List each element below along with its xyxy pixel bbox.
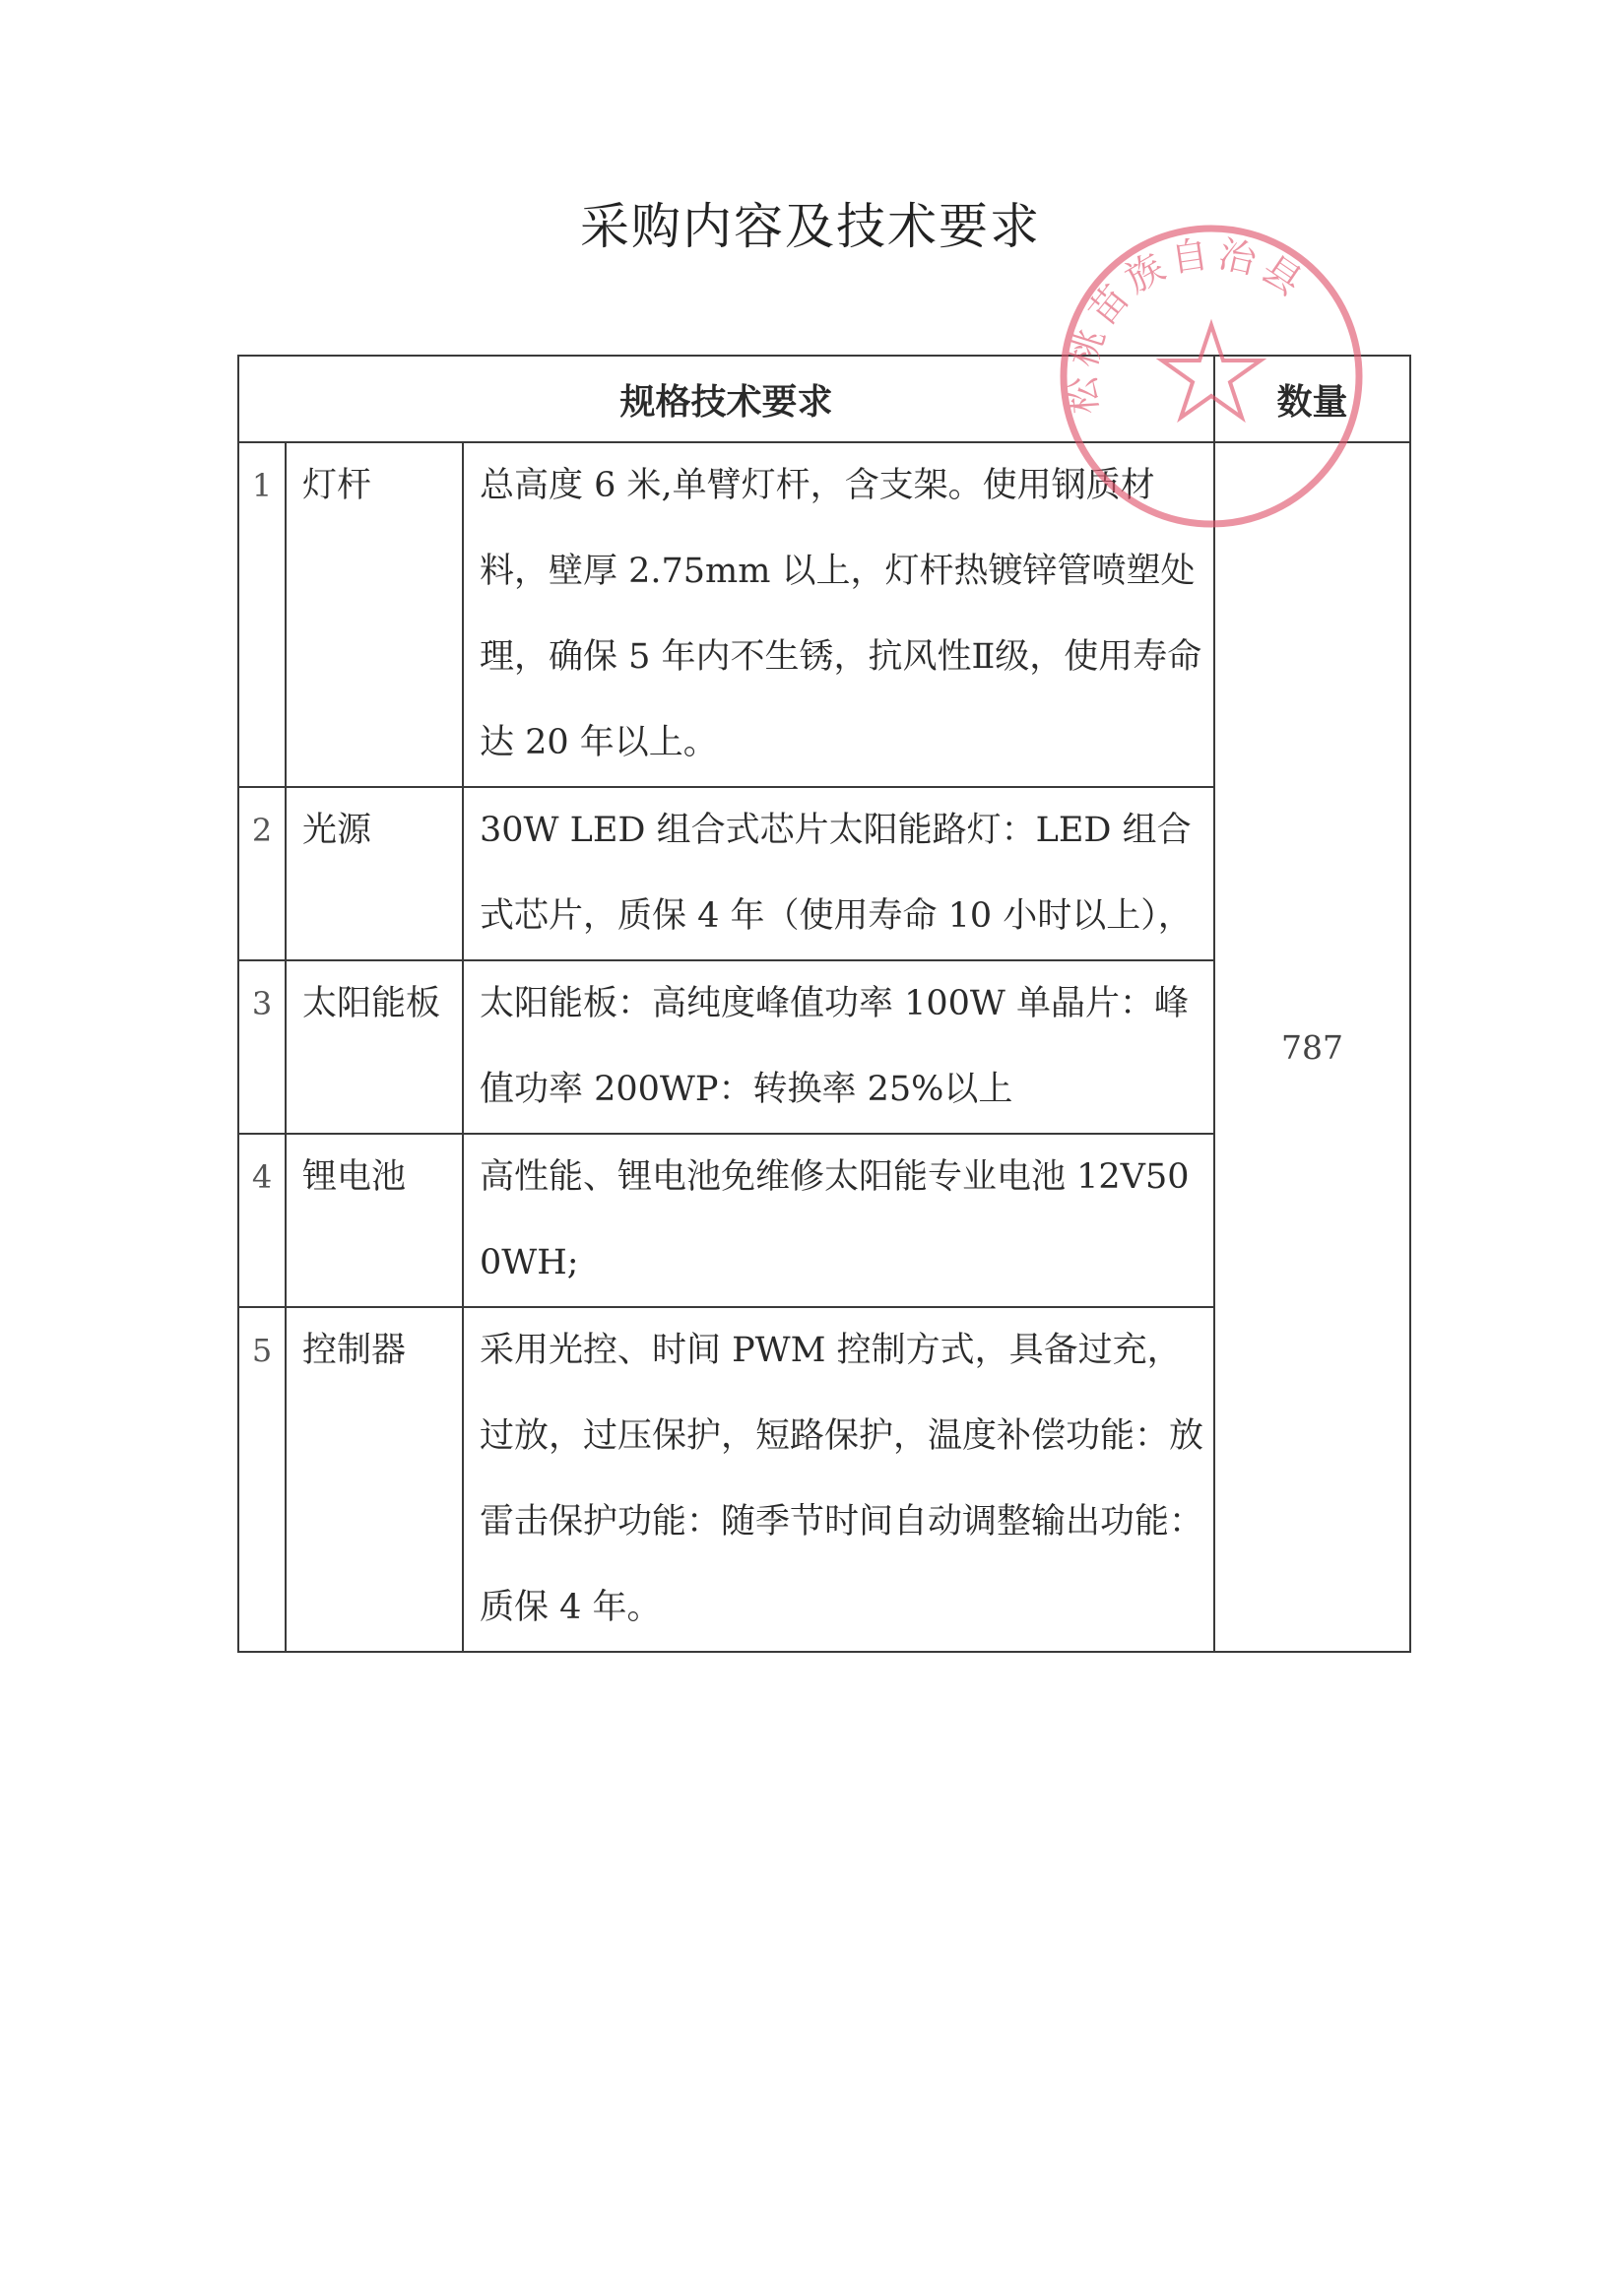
row-number: 4 <box>238 1134 286 1307</box>
spec-table <box>237 355 1411 1653</box>
row-name: 灯杆 <box>286 442 463 787</box>
row-name: 太阳能板 <box>286 960 463 1134</box>
row-number: 5 <box>238 1307 286 1652</box>
row-description: 30W LED 组合式芯片太阳能路灯：LED 组合式芯片，质保 4 年（使用寿命 10 小时以上）， <box>463 787 1214 960</box>
row-description: 高性能、锂电池免维修太阳能专业电池 12V500WH; <box>463 1134 1214 1307</box>
row-description: 总高度 6 米,单臂灯杆，含支架。使用钢质材料，壁厚 2.75mm 以上，灯杆热镀锌管喷塑处理，确保 5 年内不生锈，抗风性Ⅱ级，使用寿命达 20 年以上。 <box>463 442 1214 787</box>
row-description: 采用光控、时间 PWM 控制方式，具备过充，过放，过压保护，短路保护，温度补偿功能：放雷击保护功能：随季节时间自动调整输出功能：质保 4 年。 <box>463 1307 1214 1652</box>
row-number: 1 <box>238 442 286 787</box>
header-qty: 数量 <box>1214 356 1410 442</box>
table-header-row <box>238 356 1410 442</box>
row-name: 锂电池 <box>286 1134 463 1307</box>
row-number: 3 <box>238 960 286 1134</box>
row-number: 2 <box>238 787 286 960</box>
quantity-cell: 787 <box>1214 442 1410 1652</box>
header-spec: 规格技术要求 <box>238 356 1214 442</box>
table-row <box>238 442 1410 787</box>
row-description: 太阳能板：高纯度峰值功率 100W 单晶片：峰值功率 200WP：转换率 25%以上 <box>463 960 1214 1134</box>
page-title: 采购内容及技术要求 <box>580 198 1041 255</box>
row-name: 控制器 <box>286 1307 463 1652</box>
row-name: 光源 <box>286 787 463 960</box>
seal-text: 松桃苗族自治县 <box>1059 230 1315 417</box>
